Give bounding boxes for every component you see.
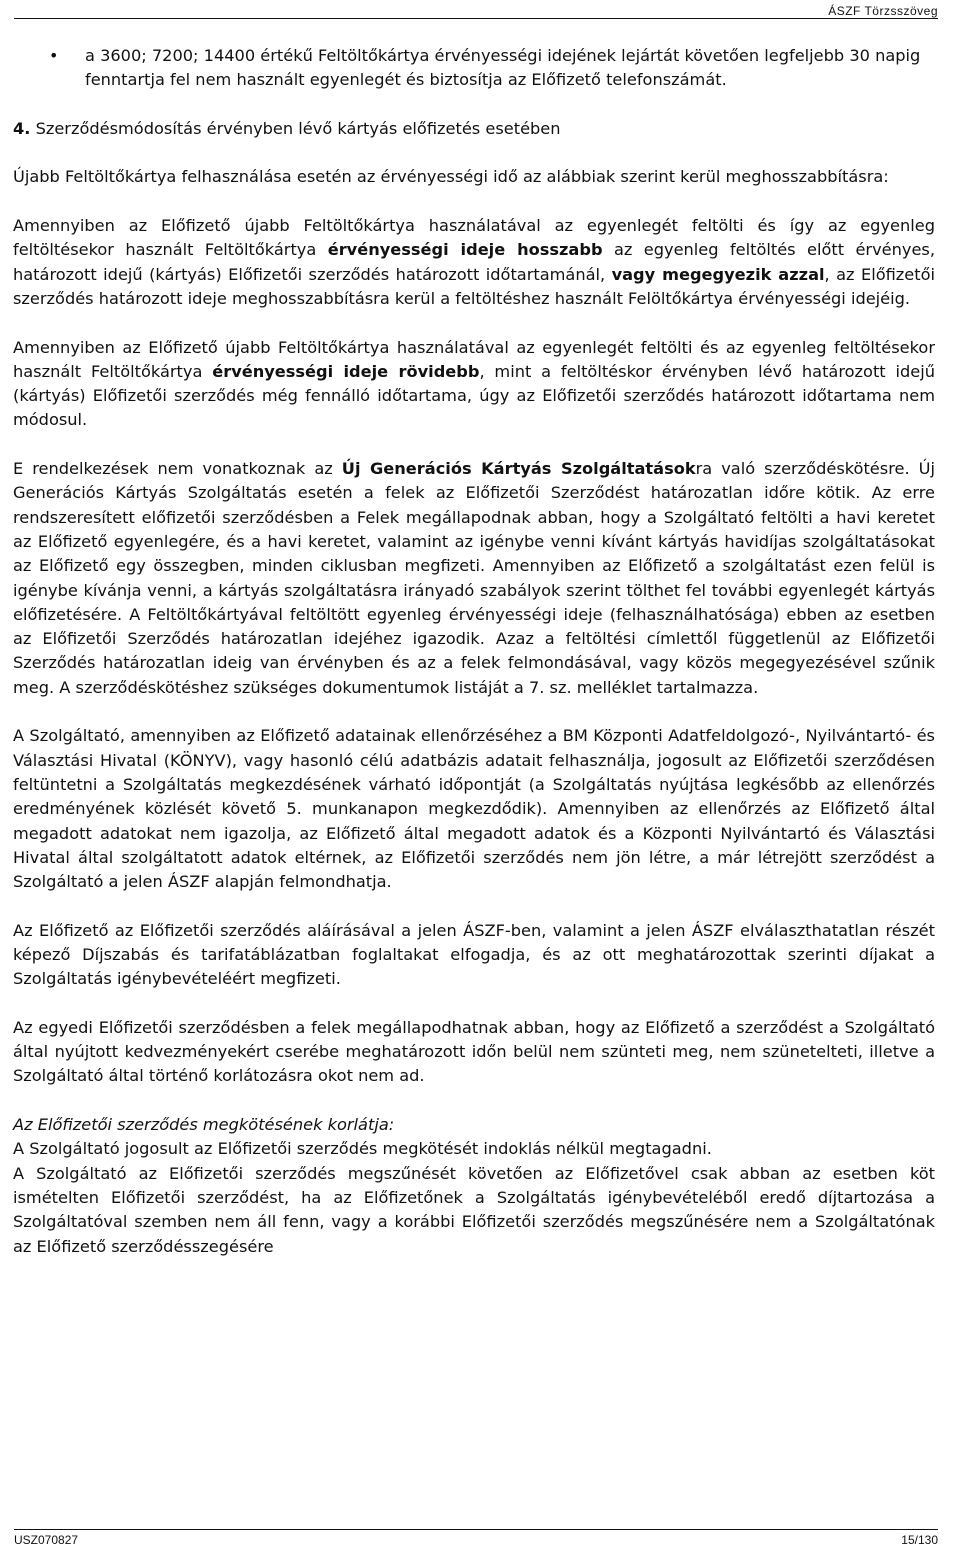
p4-text-c: ra való szerződéskötésre. Új Generációs Kártyás Szolgáltatás esetén a felek az Előfizetői Szerződést határozatlan időre kötik. Az erre rendszeresített előfizetői szerződésben a Felek megállapodnak abban, hogy a Szolgáltató feltölti a havi keretet az Előfizető egyenlegére, és a havi keretet, valamint az igénybe venni kívánt kártyás havidíjas szolgáltatásokat az Előfizető egy összegben, minden ciklusban megfizeti. Amennyiben az Előfizető a szolgáltatást ezen felül is igénybe kívánja venni, a kártyás szolgáltatásra irányadó szabályok szerint tölthet fel további egyenlegét kártyás előfizetésére. A Feltöltőkártyával feltöltött egyenleg érvényességi ideje (felhasználhatósága) ebben az esetben az Előfizetői Szerződés határozatlan idejéhez igazodik. Azaz a feltöltési címlettől függetlenül az Előfizetői Szerződés határozatlan ideig van érvényben és az a felek felmondásával, vagy közös megegyezésével szűnik meg. A szerződéskötéshez szükséges dokumentumok listáját a 7. sz. melléklet tartalmazza. (13, 459, 935, 697)
p4-bold-b: Új Generációs Kártyás Szolgáltatások (341, 459, 696, 479)
p2-text-c: az egyenleg feltöltés előtt érvényes, határozott idejű (kártyás) Előfizetői szerződés határozott időtartamánál, (13, 240, 935, 284)
paragraph-4 (13, 457, 935, 700)
page-number: 15/130 (901, 1533, 938, 1547)
limit-line-2: A Szolgáltató az Előfizetői szerződés megszűnését követően az Előfizetővel csak abban az esetben köt ismételten Előfizetői szerződést, ha az Előfizetőnek a Szolgáltatás igénybevételéből eredő díjtartozása a Szolgáltatóval szemben nem áll fenn, vagy a korábbi Előfizetői szerződés megszűnésére nem a Szolgáltatónak az Előfizető szerződésszegésére (13, 1163, 935, 1256)
p2-text-e: , az Előfizetői szerződés határozott ideje meghosszabbításra kerül a feltöltéshez használt Felöltőkártya érvényességi idejéig. (13, 264, 935, 308)
limit-heading: Az Előfizetői szerződés megkötésének korlátja: (13, 1115, 395, 1135)
p2-bold-b: érvényességi ideje hosszabb (327, 240, 603, 260)
page-footer (14, 1529, 938, 1547)
page-header (14, 4, 938, 19)
paragraph-5: A Szolgáltató, amennyiben az Előfizető adatainak ellenőrzéséhez a BM Központi Adatfeldolgozó-, Nyilvántartó- és Választási Hivatal (KÖNYV), vagy hasonló célú adatbázis adatait felhasználja, jogosult az Előfizetői szerződésen feltüntetni a Szolgáltatás megkezdésének várható időpontját (a Szolgáltatás nyújtása legkésőbb az ellenőrzés eredményének közlését követő 5. munkanapon megkezdődik). Amennyiben az ellenőrzés az Előfizető által megadott adatokat nem igazolja, az Előfizető által megadott adatok és a Központi Nyilvántartó és Választási Hivatal által szolgáltatott adatok eltérnek, az Előfizetői szerződés nem jön létre, a már létrejött szerződést a Szolgáltató a jelen ÁSZF alapján felmondhatja. (13, 726, 935, 892)
bullet-item (13, 44, 935, 93)
p3-bold-b: érvényességi ideje rövidebb (212, 361, 480, 381)
paragraph-2 (13, 214, 935, 311)
section-number: 4. (13, 118, 31, 138)
section-title: Szerződésmódosítás érvényben lévő kártyás előfizetés esetében (35, 118, 561, 138)
header-title: ÁSZF Törzsszöveg (828, 4, 938, 18)
p3-text-a: Amennyiben az Előfizető újabb Feltöltőkártya használatával az egyenlegét feltölti és az egyenleg feltöltésekor használt Feltöltőkártya (13, 337, 935, 381)
paragraph-7: Az egyedi Előfizetői szerződésben a felek megállapodhatnak abban, hogy az Előfizető a szerződést a Szolgáltató által nyújtott kedvezményekért cserébe meghatározott időn belül nem szünteti meg, nem szünetelteti, illetve a Szolgáltató által történő korlátozásra okot nem ad. (13, 1017, 935, 1086)
limit-line-1: A Szolgáltató jogosult az Előfizetői szerződés megkötését indoklás nélkül megtagadni. (13, 1139, 712, 1159)
bullet-text: a 3600; 7200; 14400 értékű Feltöltőkártya érvényességi idejének lejártát követően legfeljebb 30 napig fenntartja fel nem használt egyenlegét és biztosítja az Előfizető telefonszámát. (85, 46, 921, 90)
paragraph-1: Újabb Feltöltőkártya felhasználása esetén az érvényességi idő az alábbiak szerint kerül meghosszabbításra: (13, 167, 889, 187)
p3-text-c: , mint a feltöltéskor érvényben lévő határozott idejű (kártyás) Előfizetői szerződés még fennálló időtartama, úgy az Előfizetői szerződés határozott időtartama nem módosul. (13, 361, 935, 430)
p2-text-a: Amennyiben az Előfizető újabb Feltöltőkártya használatával az egyenlegét feltölti és így az egyenleg feltöltésekor használt Feltöltőkártya (13, 216, 935, 260)
p4-text-a: E rendelkezések nem vonatkoznak az (13, 459, 342, 479)
section-heading (13, 117, 935, 141)
bullet-icon: • (49, 46, 59, 65)
paragraph-6: Az Előfizető az Előfizetői szerződés aláírásával a jelen ÁSZF-ben, valamint a jelen ÁSZF elválaszthatatlan részét képező Díjszabás és tarifatáblázatban foglaltakat elfogadja, és az ott meghatározottak szerinti díjakat a Szolgáltatás igénybevételéért megfizeti. (13, 920, 935, 989)
p2-bold-d: vagy megegyezik azzal (611, 264, 825, 284)
document-body (13, 44, 935, 1259)
paragraph-3 (13, 336, 935, 433)
document-code: USZ070827 (14, 1533, 79, 1547)
